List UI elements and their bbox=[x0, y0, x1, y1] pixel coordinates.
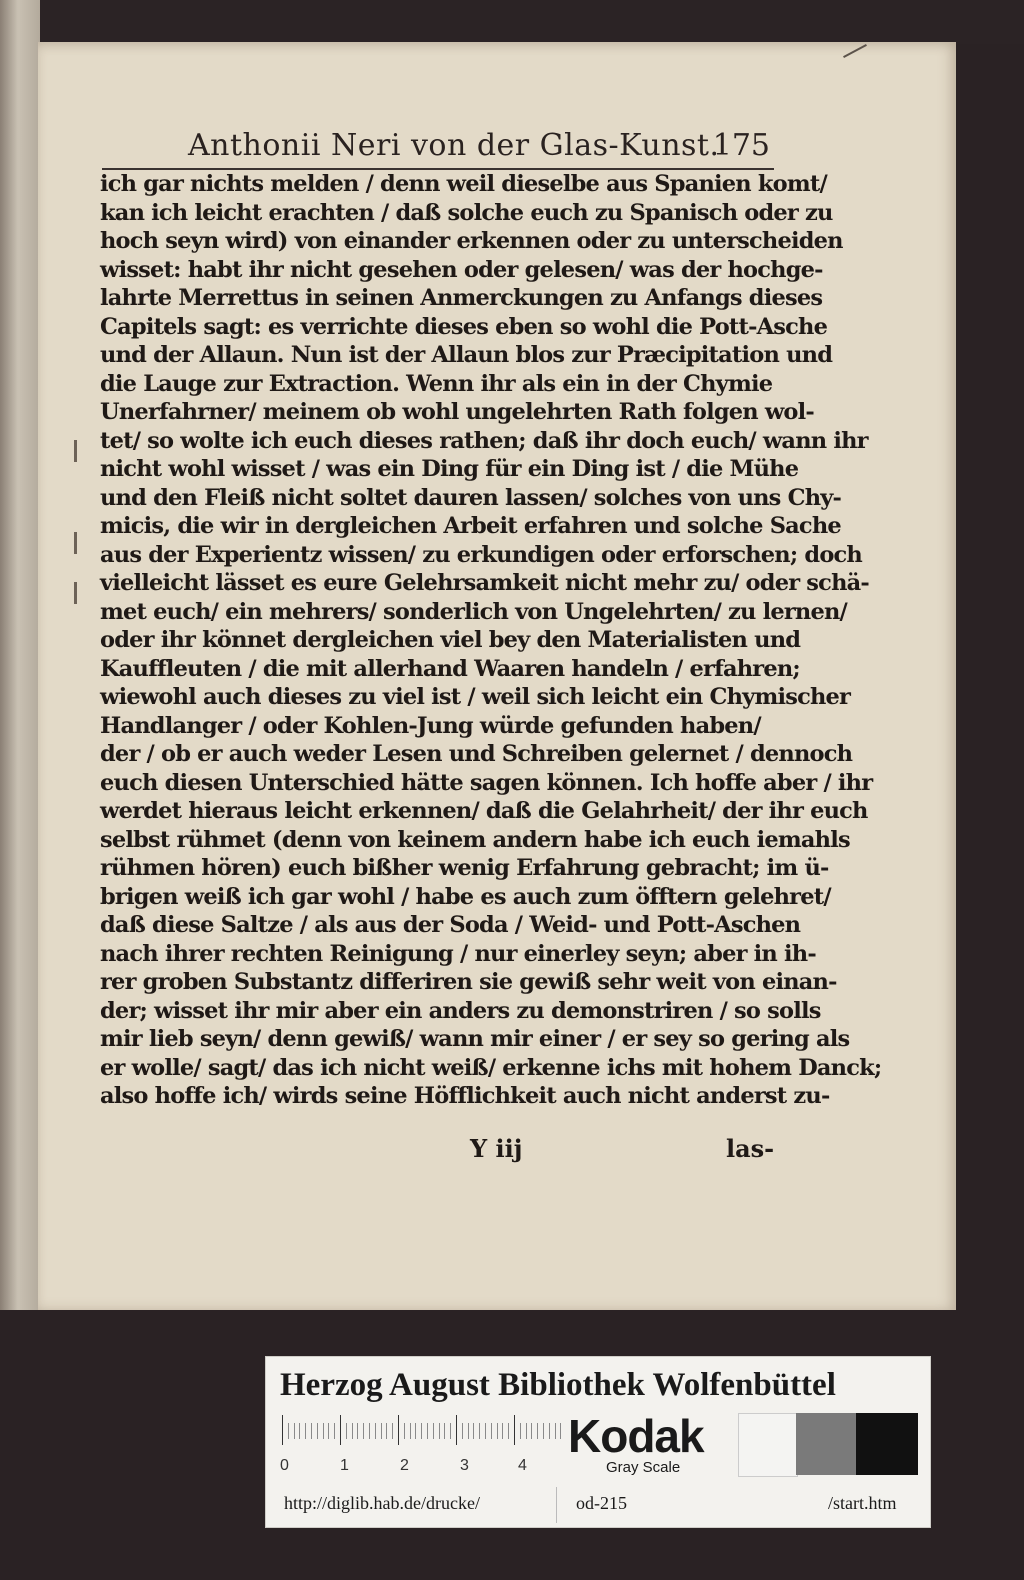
ruler-minor-tick bbox=[404, 1423, 405, 1439]
ruler-minor-tick bbox=[305, 1423, 306, 1439]
scale-number: 0 bbox=[280, 1457, 289, 1474]
text-line: euch diesen Unterschied hätte sagen können. Ich hoffe aber / ihr bbox=[100, 769, 873, 796]
scale-number: 4 bbox=[518, 1457, 527, 1474]
ruler-minor-tick bbox=[549, 1423, 550, 1439]
text-line: nicht wohl wisset / was ein Ding für ein Ding ist / die Mühe bbox=[100, 456, 799, 482]
url-mid: od-215 bbox=[576, 1493, 627, 1513]
page-body-text bbox=[100, 170, 882, 1111]
text-line: also hoffe ich/ wirds seine Höfflichkeit auch nicht anderst zu- bbox=[100, 1083, 830, 1109]
scan-background bbox=[30, 0, 1024, 44]
scale-number: 2 bbox=[400, 1457, 409, 1474]
page-number: 175 bbox=[712, 128, 770, 163]
gray-patch-black bbox=[856, 1413, 918, 1475]
text-line: hoch seyn wird) von einander erkennen oder zu unterscheiden bbox=[100, 228, 843, 254]
gray-patch-white bbox=[738, 1413, 798, 1477]
ruler-minor-tick bbox=[317, 1423, 318, 1439]
ruler-minor-tick bbox=[555, 1423, 556, 1439]
ruler-minor-tick bbox=[386, 1423, 387, 1439]
ruler-minor-tick bbox=[427, 1423, 428, 1439]
text-line: der; wisset ihr mir aber ein anders zu demonstriren / so solls bbox=[100, 997, 821, 1024]
ruler-minor-tick bbox=[415, 1423, 416, 1439]
ruler-minor-tick bbox=[323, 1423, 324, 1439]
ruler-minor-tick bbox=[560, 1423, 561, 1439]
ruler-minor-tick bbox=[381, 1423, 382, 1439]
text-line: Handlanger / oder Kohlen-Jung würde gefunden haben/ bbox=[100, 712, 761, 739]
ruler-minor-tick bbox=[433, 1423, 434, 1439]
ruler-minor-tick bbox=[537, 1423, 538, 1439]
gray-scale-label: Gray Scale bbox=[606, 1459, 681, 1476]
text-line: selbst rühmet (denn von keinem andern habe ich euch iemahls bbox=[100, 826, 850, 853]
text-line: die Lauge zur Extraction. Wenn ihr als ein in der Chymie bbox=[100, 370, 773, 397]
text-line: lahrte Merrettus in seinen Anmerckungen zu Anfangs dieses bbox=[100, 285, 823, 311]
ruler-minor-tick bbox=[444, 1423, 445, 1439]
ruler-minor-tick bbox=[328, 1423, 329, 1439]
text-line: oder ihr könnet dergleichen viel bey den Materialisten und bbox=[100, 627, 801, 653]
ruler-minor-tick bbox=[508, 1423, 509, 1439]
ruler-minor-tick bbox=[334, 1423, 335, 1439]
ruler-minor-tick bbox=[497, 1423, 498, 1439]
url-left: http://diglib.hab.de/drucke/ bbox=[284, 1493, 480, 1513]
text-line: der / ob er auch weder Lesen und Schreiben gelernet / dennoch bbox=[100, 741, 853, 767]
ruler-minor-tick bbox=[462, 1423, 463, 1439]
ruler-minor-tick bbox=[375, 1423, 376, 1439]
catchword: las- bbox=[726, 1134, 775, 1163]
ruler-minor-tick bbox=[294, 1423, 295, 1439]
ruler-minor-tick bbox=[491, 1423, 492, 1439]
margin-mark bbox=[74, 582, 77, 604]
ruler-minor-tick bbox=[520, 1423, 521, 1439]
ruler-minor-tick bbox=[288, 1423, 289, 1439]
text-line: wiewohl auch dieses zu viel ist / weil sich leicht ein Chymischer bbox=[100, 684, 851, 710]
ruler-minor-tick bbox=[473, 1423, 474, 1439]
ruler-scale bbox=[282, 1415, 554, 1451]
ruler-minor-tick bbox=[485, 1423, 486, 1439]
text-line: rer groben Substantz differiren sie gewiß sehr weit von einan- bbox=[100, 969, 837, 995]
ruler-major-tick bbox=[398, 1415, 399, 1445]
text-line: Unerfahrner/ meinem ob wohl ungelehrten Rath folgen wol- bbox=[100, 399, 814, 425]
text-line: vielleicht lässet es eure Gelehrsamkeit nicht mehr zu/ oder schä- bbox=[100, 570, 869, 596]
ruler-minor-tick bbox=[543, 1423, 544, 1439]
text-line: und den Fleiß nicht soltet dauren lassen/ solches von uns Chy- bbox=[100, 484, 842, 511]
text-line: er wolle/ sagt/ das ich nicht weiß/ erkenne ichs mit hohem Danck; bbox=[100, 1054, 882, 1081]
url-right: /start.htm bbox=[828, 1493, 897, 1513]
ruler-minor-tick bbox=[352, 1423, 353, 1439]
text-line: wisset: habt ihr nicht gesehen oder gelesen/ was der hochge- bbox=[100, 256, 823, 283]
ruler-minor-tick bbox=[363, 1423, 364, 1439]
text-line: aus der Experientz wissen/ zu erkundigen oder erforschen; doch bbox=[100, 541, 862, 568]
scale-number: 1 bbox=[340, 1457, 349, 1474]
ruler-minor-tick bbox=[502, 1423, 503, 1439]
ruler-minor-tick bbox=[526, 1423, 527, 1439]
text-line: tet/ so wolte ich euch dieses rathen; daß ihr doch euch/ wann ihr bbox=[100, 427, 868, 454]
text-line: brigen weiß ich gar wohl / habe es auch zum öfftern gelehret/ bbox=[100, 883, 831, 910]
text-line: micis, die wir in dergleichen Arbeit erfahren und solche Sache bbox=[100, 513, 841, 539]
ruler-minor-tick bbox=[357, 1423, 358, 1439]
text-line: Kauffleuten / die mit allerhand Waaren handeln / erfahren; bbox=[100, 655, 800, 682]
text-line: daß diese Saltze / als aus der Soda / Weid- und Pott-Aschen bbox=[100, 912, 801, 938]
scale-number: 3 bbox=[460, 1457, 469, 1474]
library-name: Herzog August Bibliothek Wolfenbüttel bbox=[280, 1367, 836, 1403]
ruler-minor-tick bbox=[392, 1423, 393, 1439]
text-line: werdet hieraus leicht erkennen/ daß die Gelahrheit/ der ihr euch bbox=[100, 798, 868, 824]
margin-mark bbox=[74, 532, 77, 554]
ruler-minor-tick bbox=[346, 1423, 347, 1439]
ruler-minor-tick bbox=[531, 1423, 532, 1439]
ruler-major-tick bbox=[514, 1415, 515, 1445]
ruler-major-tick bbox=[282, 1415, 283, 1445]
gray-patch-mid bbox=[796, 1413, 856, 1475]
ruler-minor-tick bbox=[369, 1423, 370, 1439]
card-divider bbox=[556, 1487, 557, 1523]
text-line: ich gar nichts melden / denn weil dieselbe aus Spanien komt/ bbox=[100, 171, 827, 197]
ruler-minor-tick bbox=[479, 1423, 480, 1439]
text-line: mir lieb seyn/ denn gewiß/ wann mir einer / er sey so gering als bbox=[100, 1026, 850, 1052]
text-line: kan ich leicht erachten / daß solche euch zu Spanisch oder zu bbox=[100, 199, 833, 226]
ruler-minor-tick bbox=[468, 1423, 469, 1439]
text-line: und der Allaun. Nun ist der Allaun blos zur Præcipitation und bbox=[100, 342, 833, 368]
ruler-minor-tick bbox=[311, 1423, 312, 1439]
ruler-major-tick bbox=[340, 1415, 341, 1445]
previous-page-edge bbox=[0, 0, 40, 1310]
ruler-major-tick bbox=[456, 1415, 457, 1445]
ruler-minor-tick bbox=[299, 1423, 300, 1439]
ruler-minor-tick bbox=[410, 1423, 411, 1439]
running-head bbox=[102, 128, 774, 170]
kodak-logo: Kodak bbox=[568, 1410, 704, 1462]
signature-mark: Y iij bbox=[470, 1134, 523, 1163]
text-line: met euch/ ein mehrers/ sonderlich von Ungelehrten/ zu lernen/ bbox=[100, 598, 847, 625]
text-line: Capitels sagt: es verrichte dieses eben so wohl die Pott-Asche bbox=[100, 313, 828, 340]
text-line: rühmen hören) euch bißher wenig Erfahrung gebracht; im ü- bbox=[100, 855, 829, 881]
text-line: nach ihrer rechten Reinigung / nur einerley seyn; aber in ih- bbox=[100, 940, 816, 967]
running-head-title: Anthonii Neri von der Glas-Kunst. bbox=[188, 128, 720, 163]
color-target-card bbox=[265, 1356, 931, 1528]
ruler-minor-tick bbox=[421, 1423, 422, 1439]
margin-mark bbox=[74, 440, 77, 462]
ruler-minor-tick bbox=[450, 1423, 451, 1439]
ruler-minor-tick bbox=[439, 1423, 440, 1439]
